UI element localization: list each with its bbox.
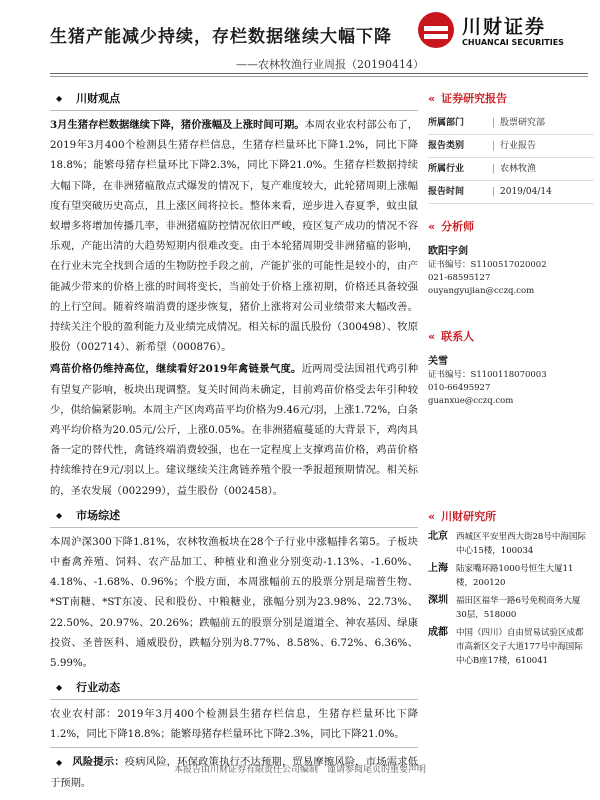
section-viewpoint-heading: ◆ 川财观点 <box>56 92 121 105</box>
divider <box>50 699 418 700</box>
header-rule-2 <box>50 76 588 77</box>
header-rule <box>50 73 588 74</box>
analyst-phone: 021-68595127 <box>428 273 491 283</box>
office-beijing: 北京 西城区平安里西大街28号中海国际中心15楼，100034 <box>428 531 586 556</box>
main-column <box>50 84 418 795</box>
logo-text-cn: 川财证券 <box>462 16 547 38</box>
double-chevron-icon: « <box>428 219 436 233</box>
divider <box>50 747 418 748</box>
analyst-heading: « 分析师 <box>428 219 475 233</box>
analyst-name: 欧阳宇剑 <box>428 246 468 257</box>
diamond-icon: ◆ <box>56 509 63 520</box>
contact-heading: « 联系人 <box>428 329 475 343</box>
divider <box>50 110 418 111</box>
contact-cert: 证书编号：S1100118070003 <box>428 370 547 380</box>
paragraph-chick: 鸡苗价格仍维持高位，继续看好2019年禽链景气度。近两周受法国祖代鸡引种有望复产影响，板块出现调整。复关时间尚未确定，目前鸡苗价格受去年引种较少，供给偏紧影响。本周主产区肉鸡苗平均价格为9.46元/羽，上涨1.72%，白条鸡平均价格为20.05元/公斤，上涨0.05%。在非洲猪瘟蔓延的大背景下，鸡肉具备一定的替代性，禽链终端消费较强，也在一定程度上支撑鸡苗价格，鸡苗价格持续维持在9元/羽以上。建议继续关注禽链养殖个股一季报超预期情况。相关标的，圣农发展（002299），益生股份（002458）。 <box>50 363 419 497</box>
paragraph-market: 本周沪深300下降1.81%，农林牧渔板块在28个子行业中涨幅排名第5。子板块中畜禽养殖、饲料、农产品加工、种植业和渔业分别变动-1.13%、-1.60%、4.18%、-1.68%、0.96%；个股方面，本周涨幅前五的股票分别是瑞普生物、*ST南糖、*ST东凌、民和股份、中粮糖业，涨幅分别为23.98%、22.73%、22.50%、20.97%、20.26%；跌幅前五的股票分别是道道全、神农基因、绿康投资、圣普医科、通威股份，跌幅分别为8.77%、8.58%、6.72%、6.36%、5.99%。 <box>50 535 418 670</box>
divider <box>50 527 418 528</box>
info-row: 报告类别 | 行业报告 <box>428 135 594 158</box>
paragraph-hog: 3月生猪存栏数据继续下降，猪价涨幅及上涨时间可期。本周农业农村部公布了，2019年3月400个检测县生猪存栏信息，生猪存栏量环比下降1.2%，同比下降18.8%；能繁母猪存栏量环比下降2.3%，同比下降21.0%。生猪存栏数据持续大幅下降，在非洲猪瘟散点式爆发的情况下，复产难度较大，此轮猪周期上涨幅度有望突破历史高点，且上涨区间将拉长。整体来看，逆步进入春夏季，蚊虫鼠蚁增多将增加传播几率，非洲猪瘟防控情况依旧严峻，疫区复产成功的情况不容乐观，产能出清的大趋势短期内很难改变。由于本轮猪周期受非洲猪瘟的影响，在行业未完全找到合适的生物防控手段之前，产能扩张的可能性是较小的，由产能减少带来的价格上涨的时间将变长，当前处于价格上涨初期，价格还具备较强的上行空间。随着终端消费的逐步恢复，猪价上涨将对公司业绩带来大幅改善。持续关注个股的盈利能力及业绩完成情况。相关标的温氏股份（300498）、牧原股份（002714）、新希望（000876）。 <box>50 119 418 354</box>
section-market-heading: ◆ 市场综述 <box>56 508 121 522</box>
info-row: 所属部门 | 股票研究部 <box>428 112 594 135</box>
analyst-email[interactable]: ouyangyujian@cczq.com <box>428 286 535 296</box>
report-subtitle: ——农林牧渔行业周报（20190414） <box>236 58 424 71</box>
risk-warning: ◆ 风险提示：疫病风险，环保政策执行不达预期，贸易摩擦风险，市场需求低于预期。 <box>50 755 419 789</box>
contact-phone: 010-66495927 <box>428 383 491 393</box>
page-footer: 本报告由川财证券有限责任公司编制 谨请参阅尾页的重要声明 <box>173 765 426 775</box>
analyst-cert: 证书编号：S1100517020002 <box>428 260 547 270</box>
double-chevron-icon: « <box>428 91 436 105</box>
paragraph-news: 农业农村部：2019年3月400个检测县生猪存栏信息，生猪存栏量环比下降1.2%，同比下降18.8%；能繁母猪存栏量环比下降2.3%，同比下降21.0%。 <box>50 708 418 741</box>
office-shenzhen: 深圳 福田区福华一路6号免税商务大厦30层，518000 <box>428 595 581 620</box>
office-shanghai: 上海 陆家嘴环路1000号恒生大厦11楼，200120 <box>428 563 574 588</box>
brand-logo <box>418 10 588 50</box>
info-row: 所属行业 | 农林牧渔 <box>428 158 594 181</box>
diamond-icon: ◆ <box>56 682 63 693</box>
institute-heading: « 川财研究所 <box>428 509 497 523</box>
logo-mark-icon <box>418 12 454 48</box>
info-row: 报告时间 | 2019/04/14 <box>428 181 594 204</box>
section-news-heading: ◆ 行业动态 <box>56 681 121 695</box>
contact-name: 关雪 <box>428 356 448 367</box>
diamond-icon: ◆ <box>56 757 63 767</box>
report-info-heading: « 证券研究报告 <box>428 91 508 105</box>
double-chevron-icon: « <box>428 329 436 343</box>
report-title: 生猪产能减少持续，存栏数据继续大幅下降 <box>50 27 392 47</box>
double-chevron-icon: « <box>428 509 436 523</box>
sidebar <box>428 90 594 672</box>
logo-text-en: CHUANCAI SECURITIES <box>462 38 564 47</box>
diamond-icon: ◆ <box>56 93 63 103</box>
contact-email[interactable]: guanxue@cczq.com <box>428 396 514 406</box>
office-chengdu: 成都 中国（四川）自由贸易试验区成都市高新区交子大道177号中海国际中心B座17楼，610041 <box>428 627 584 666</box>
